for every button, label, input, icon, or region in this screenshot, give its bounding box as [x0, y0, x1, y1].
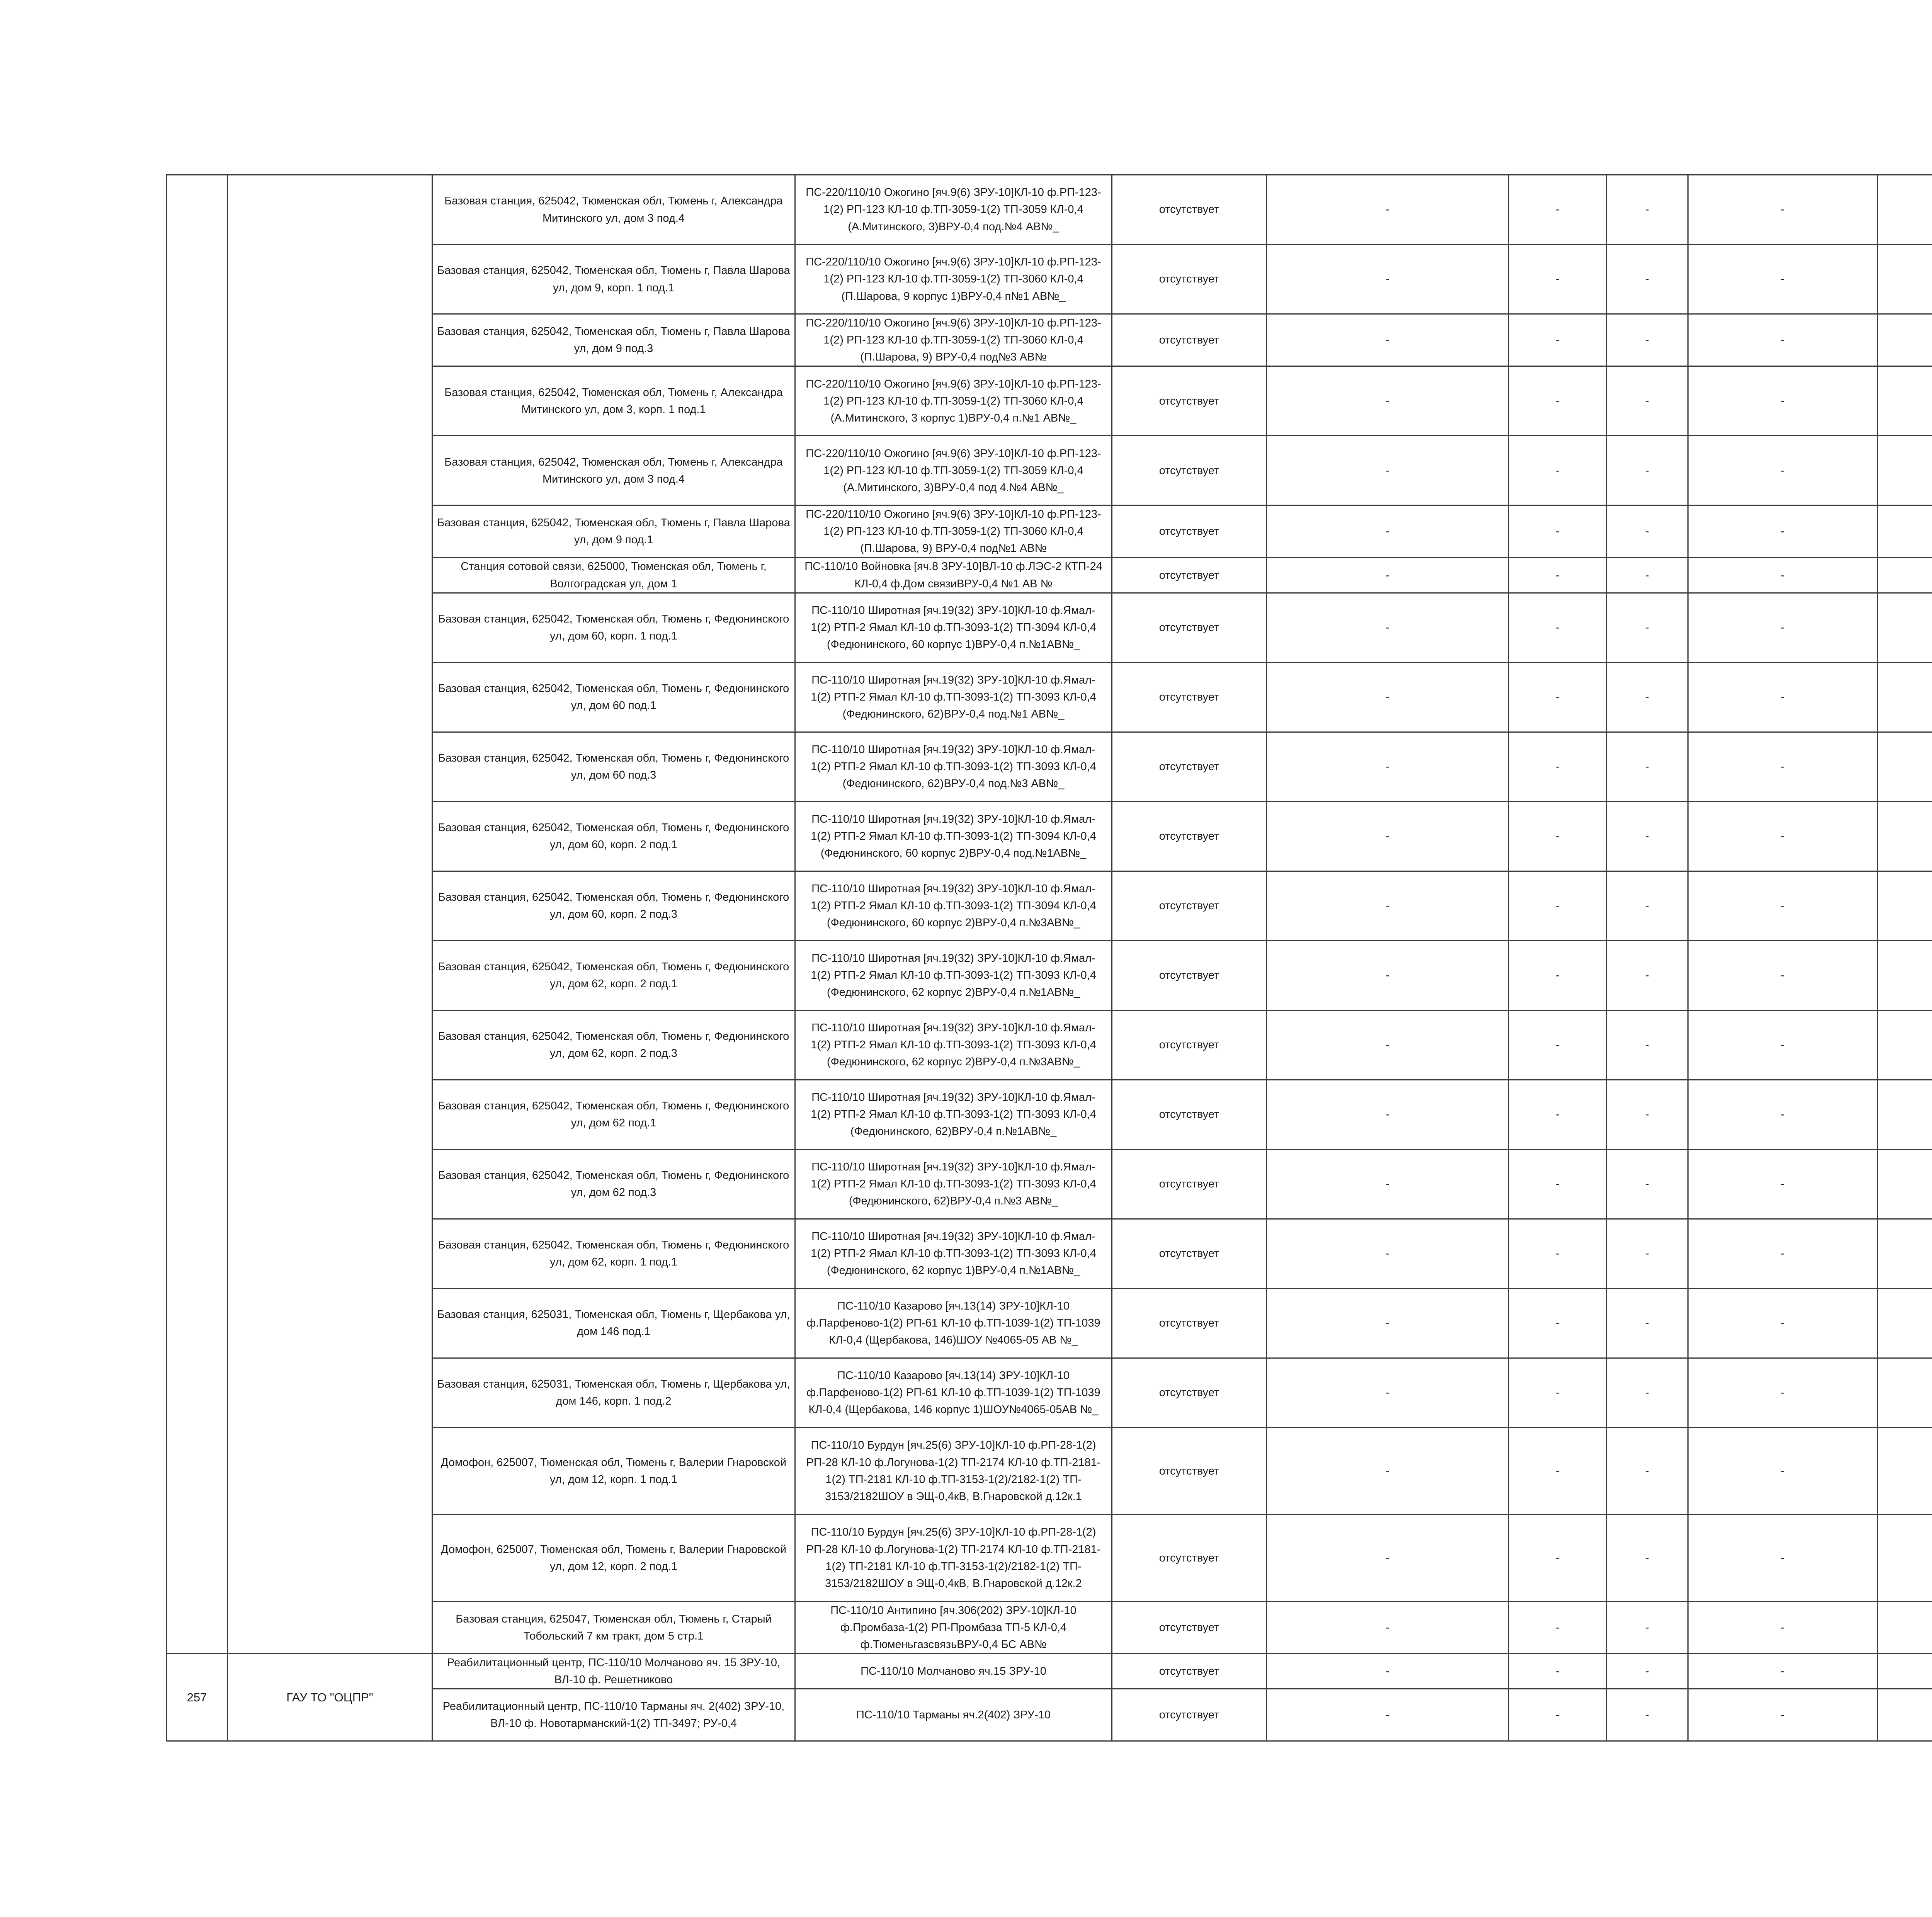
object-cell: Базовая станция, 625042, Тюменская обл, Тюмень г, Федюнинского ул, дом 62, корп. 2 под.3 — [432, 1010, 795, 1080]
value-cell — [1878, 941, 1932, 1010]
object-cell: Базовая станция, 625042, Тюменская обл, Тюмень г, Федюнинского ул, дом 62, корп. 2 под.1 — [432, 941, 795, 1010]
value-cell — [1878, 593, 1932, 662]
value-cell: - — [1509, 1149, 1607, 1219]
value-cell: - — [1267, 662, 1509, 732]
number-cell-continued — [167, 175, 228, 1654]
value-cell: - — [1688, 1689, 1878, 1741]
value-cell: - — [1607, 871, 1688, 941]
value-cell: - — [1509, 436, 1607, 505]
object-cell: Базовая станция, 625042, Тюменская обл, Тюмень г, Федюнинского ул, дом 62 под.1 — [432, 1080, 795, 1149]
value-cell: - — [1688, 941, 1878, 1010]
value-cell: - — [1688, 1010, 1878, 1080]
object-cell: Базовая станция, 625031, Тюменская обл, Тюмень г, Щербакова ул, дом 146 под.1 — [432, 1288, 795, 1358]
status-cell: отсутствует — [1112, 436, 1267, 505]
value-cell: - — [1607, 1219, 1688, 1288]
value-cell — [1878, 1219, 1932, 1288]
value-cell — [1878, 436, 1932, 505]
value-cell: - — [1267, 1219, 1509, 1288]
value-cell: - — [1607, 1689, 1688, 1741]
status-cell: отсутствует — [1112, 1653, 1267, 1689]
value-cell: - — [1607, 732, 1688, 801]
power-source-cell: ПС-110/10 Бурдун [яч.25(6) ЗРУ-10]КЛ-10 ф.РП-28-1(2) РП-28 КЛ-10 ф.Логунова-1(2) ТП-2174 КЛ-10 ф.ТП-2181- 1(2) ТП-2181 КЛ-10 ф.ТП-3153-1(2)/2182-1(2) ТП- 3153/2182ШОУ в ЭЩ-0,4кВ, В.Гнаровской д.12к.2 — [795, 1514, 1112, 1601]
value-cell: - — [1607, 1080, 1688, 1149]
status-cell: отсутствует — [1112, 366, 1267, 436]
object-cell: Домофон, 625007, Тюменская обл, Тюмень г, Валерии Гнаровской ул, дом 12, корп. 1 под.1 — [432, 1427, 795, 1514]
value-cell: - — [1509, 1288, 1607, 1358]
status-cell: отсутствует — [1112, 732, 1267, 801]
value-cell — [1878, 1689, 1932, 1741]
object-cell: Домофон, 625007, Тюменская обл, Тюмень г, Валерии Гнаровской ул, дом 12, корп. 2 под.1 — [432, 1514, 795, 1601]
value-cell: - — [1509, 558, 1607, 593]
value-cell: - — [1607, 314, 1688, 366]
value-cell: - — [1509, 366, 1607, 436]
status-cell: отсутствует — [1112, 175, 1267, 245]
organization-cell-continued — [228, 175, 432, 1654]
value-cell — [1878, 1358, 1932, 1427]
value-cell: - — [1607, 366, 1688, 436]
power-source-cell: ПС-110/10 Широтная [яч.19(32) ЗРУ-10]КЛ-10 ф.Ямал- 1(2) РТП-2 Ямал КЛ-10 ф.ТП-3093-1(2) ТП-3094 КЛ-0,4 (Федюнинского, 60 корпус 2)ВРУ-0,4 п.№3АВ№_ — [795, 871, 1112, 941]
data-table — [166, 174, 1932, 1742]
value-cell: - — [1688, 732, 1878, 801]
object-cell: Базовая станция, 625042, Тюменская обл, Тюмень г, Федюнинского ул, дом 60, корп. 2 под.3 — [432, 871, 795, 941]
value-cell: - — [1509, 505, 1607, 558]
object-cell: Базовая станция, 625042, Тюменская обл, Тюмень г, Александра Митинского ул, дом 3 под.4 — [432, 175, 795, 245]
object-cell: Базовая станция, 625042, Тюменская обл, Тюмень г, Федюнинского ул, дом 62 под.3 — [432, 1149, 795, 1219]
value-cell — [1878, 1288, 1932, 1358]
value-cell: - — [1267, 941, 1509, 1010]
value-cell: - — [1607, 245, 1688, 314]
value-cell — [1878, 801, 1932, 871]
value-cell: - — [1607, 505, 1688, 558]
status-cell: отсутствует — [1112, 1601, 1267, 1653]
object-cell: Базовая станция, 625042, Тюменская обл, Тюмень г, Федюнинского ул, дом 60, корп. 1 под.1 — [432, 593, 795, 662]
value-cell: - — [1267, 1427, 1509, 1514]
power-source-cell: ПС-110/10 Широтная [яч.19(32) ЗРУ-10]КЛ-10 ф.Ямал- 1(2) РТП-2 Ямал КЛ-10 ф.ТП-3093-1(2) ТП-3094 КЛ-0,4 (Федюнинского, 60 корпус 2)ВРУ-0,4 под.№1АВ№_ — [795, 801, 1112, 871]
table-row — [167, 175, 1932, 245]
power-source-cell: ПС-110/10 Широтная [яч.19(32) ЗРУ-10]КЛ-10 ф.Ямал- 1(2) РТП-2 Ямал КЛ-10 ф.ТП-3093-1(2) ТП-3093 КЛ-0,4 (Федюнинского, 62)ВРУ-0,4 под.№1 АВ№_ — [795, 662, 1112, 732]
value-cell — [1878, 871, 1932, 941]
value-cell: - — [1509, 1427, 1607, 1514]
value-cell: - — [1688, 1288, 1878, 1358]
value-cell: - — [1267, 314, 1509, 366]
value-cell: - — [1688, 366, 1878, 436]
object-cell: Станция сотовой связи, 625000, Тюменская обл, Тюмень г, Волгоградская ул, дом 1 — [432, 558, 795, 593]
object-cell: Базовая станция, 625042, Тюменская обл, Тюмень г, Федюнинского ул, дом 60 под.1 — [432, 662, 795, 732]
value-cell: - — [1267, 1149, 1509, 1219]
status-cell: отсутствует — [1112, 1219, 1267, 1288]
value-cell: - — [1509, 1653, 1607, 1689]
value-cell: - — [1688, 1653, 1878, 1689]
value-cell: - — [1509, 1358, 1607, 1427]
value-cell: - — [1267, 175, 1509, 245]
value-cell: - — [1509, 732, 1607, 801]
value-cell: - — [1509, 1010, 1607, 1080]
value-cell: - — [1607, 941, 1688, 1010]
status-cell: отсутствует — [1112, 1427, 1267, 1514]
object-cell: Базовая станция, 625042, Тюменская обл, Тюмень г, Павла Шарова ул, дом 9 под.1 — [432, 505, 795, 558]
table-row — [167, 1653, 1932, 1689]
value-cell: - — [1509, 593, 1607, 662]
value-cell: - — [1267, 732, 1509, 801]
value-cell — [1878, 245, 1932, 314]
object-cell: Базовая станция, 625042, Тюменская обл, Тюмень г, Федюнинского ул, дом 60, корп. 2 под.1 — [432, 801, 795, 871]
value-cell: - — [1267, 1689, 1509, 1741]
value-cell — [1878, 558, 1932, 593]
value-cell: - — [1688, 871, 1878, 941]
power-source-cell: ПС-220/110/10 Ожогино [яч.9(6) ЗРУ-10]КЛ-10 ф.РП-123- 1(2) РП-123 КЛ-10 ф.ТП-3059-1(2) ТП-3059 КЛ-0,4 (А.Митинского, 3)ВРУ-0,4 под.№4 АВ№_ — [795, 175, 1112, 245]
value-cell: - — [1688, 1149, 1878, 1219]
value-cell: - — [1688, 245, 1878, 314]
value-cell: - — [1607, 593, 1688, 662]
value-cell: - — [1509, 175, 1607, 245]
value-cell: - — [1607, 1149, 1688, 1219]
object-cell: Базовая станция, 625042, Тюменская обл, Тюмень г, Павла Шарова ул, дом 9, корп. 1 под.1 — [432, 245, 795, 314]
value-cell: - — [1267, 871, 1509, 941]
power-source-cell: ПС-110/10 Широтная [яч.19(32) ЗРУ-10]КЛ-10 ф.Ямал- 1(2) РТП-2 Ямал КЛ-10 ф.ТП-3093-1(2) ТП-3093 КЛ-0,4 (Федюнинского, 62 корпус 2)ВРУ-0,4 п.№1АВ№_ — [795, 941, 1112, 1010]
value-cell: - — [1267, 593, 1509, 662]
status-cell: отсутствует — [1112, 1149, 1267, 1219]
value-cell: - — [1267, 1653, 1509, 1689]
value-cell: - — [1267, 558, 1509, 593]
value-cell: - — [1607, 1427, 1688, 1514]
number-cell: 257 — [167, 1653, 228, 1741]
object-cell: Базовая станция, 625042, Тюменская обл, Тюмень г, Александра Митинского ул, дом 3 под.4 — [432, 436, 795, 505]
value-cell: - — [1607, 1358, 1688, 1427]
power-source-cell: ПС-110/10 Широтная [яч.19(32) ЗРУ-10]КЛ-10 ф.Ямал- 1(2) РТП-2 Ямал КЛ-10 ф.ТП-3093-1(2) ТП-3093 КЛ-0,4 (Федюнинского, 62)ВРУ-0,4 п.№1АВ№_ — [795, 1080, 1112, 1149]
value-cell: - — [1267, 1601, 1509, 1653]
object-cell: Реабилитационный центр, ПС-110/10 Тарманы яч. 2(402) ЗРУ-10, ВЛ-10 ф. Новотарманский-1(2) ТП-3497; РУ-0,4 — [432, 1689, 795, 1741]
value-cell: - — [1267, 801, 1509, 871]
value-cell: - — [1509, 314, 1607, 366]
status-cell: отсутствует — [1112, 505, 1267, 558]
object-cell: Базовая станция, 625042, Тюменская обл, Тюмень г, Федюнинского ул, дом 62, корп. 1 под.1 — [432, 1219, 795, 1288]
value-cell: - — [1267, 245, 1509, 314]
value-cell: - — [1688, 801, 1878, 871]
value-cell: - — [1688, 505, 1878, 558]
value-cell: - — [1688, 1514, 1878, 1601]
power-source-cell: ПС-110/10 Казарово [яч.13(14) ЗРУ-10]КЛ-10 ф.Парфеново-1(2) РП-61 КЛ-10 ф.ТП-1039-1(2) ТП-1039 КЛ-0,4 (Щербакова, 146 корпус 1)ШОУ№4065-05АВ №_ — [795, 1358, 1112, 1427]
value-cell: - — [1509, 941, 1607, 1010]
value-cell: - — [1509, 1514, 1607, 1601]
value-cell — [1878, 1149, 1932, 1219]
status-cell: отсутствует — [1112, 1689, 1267, 1741]
value-cell: - — [1688, 662, 1878, 732]
value-cell — [1878, 505, 1932, 558]
value-cell — [1878, 1080, 1932, 1149]
value-cell: - — [1688, 593, 1878, 662]
object-cell: Базовая станция, 625042, Тюменская обл, Тюмень г, Федюнинского ул, дом 60 под.3 — [432, 732, 795, 801]
value-cell: - — [1688, 1427, 1878, 1514]
value-cell: - — [1509, 1219, 1607, 1288]
value-cell: - — [1688, 1358, 1878, 1427]
value-cell: - — [1607, 175, 1688, 245]
value-cell: - — [1607, 558, 1688, 593]
value-cell: - — [1267, 366, 1509, 436]
power-source-cell: ПС-110/10 Тарманы яч.2(402) ЗРУ-10 — [795, 1689, 1112, 1741]
value-cell — [1878, 1601, 1932, 1653]
value-cell: - — [1267, 1010, 1509, 1080]
value-cell: - — [1688, 1080, 1878, 1149]
power-source-cell: ПС-110/10 Широтная [яч.19(32) ЗРУ-10]КЛ-10 ф.Ямал- 1(2) РТП-2 Ямал КЛ-10 ф.ТП-3093-1(2) ТП-3093 КЛ-0,4 (Федюнинского, 62)ВРУ-0,4 под.№3 АВ№_ — [795, 732, 1112, 801]
power-source-cell: ПС-110/10 Молчаново яч.15 ЗРУ-10 — [795, 1653, 1112, 1689]
value-cell: - — [1267, 505, 1509, 558]
power-source-cell: ПС-110/10 Антипино [яч.306(202) ЗРУ-10]КЛ-10 ф.Промбаза-1(2) РП-Промбаза ТП-5 КЛ-0,4 ф.ТюменьгазсвязьВРУ-0,4 БС АВ№ — [795, 1601, 1112, 1653]
value-cell: - — [1688, 314, 1878, 366]
value-cell: - — [1607, 801, 1688, 871]
value-cell: - — [1688, 436, 1878, 505]
object-cell: Базовая станция, 625047, Тюменская обл, Тюмень г, Старый Тобольский 7 км тракт, дом 5 стр.1 — [432, 1601, 795, 1653]
power-source-cell: ПС-220/110/10 Ожогино [яч.9(6) ЗРУ-10]КЛ-10 ф.РП-123- 1(2) РП-123 КЛ-10 ф.ТП-3059-1(2) ТП-3060 КЛ-0,4 (А.Митинского, 3 корпус 1)ВРУ-0,4 п.№1 АВ№_ — [795, 366, 1112, 436]
value-cell: - — [1607, 1653, 1688, 1689]
value-cell: - — [1509, 1080, 1607, 1149]
power-source-cell: ПС-220/110/10 Ожогино [яч.9(6) ЗРУ-10]КЛ-10 ф.РП-123- 1(2) РП-123 КЛ-10 ф.ТП-3059-1(2) ТП-3059 КЛ-0,4 (А.Митинского, 3)ВРУ-0,4 под 4.№4 АВ№_ — [795, 436, 1112, 505]
value-cell: - — [1267, 436, 1509, 505]
value-cell — [1878, 1653, 1932, 1689]
value-cell: - — [1607, 1010, 1688, 1080]
power-source-cell: ПС-110/10 Широтная [яч.19(32) ЗРУ-10]КЛ-10 ф.Ямал- 1(2) РТП-2 Ямал КЛ-10 ф.ТП-3093-1(2) ТП-3093 КЛ-0,4 (Федюнинского, 62 корпус 2)ВРУ-0,4 п.№3АВ№_ — [795, 1010, 1112, 1080]
status-cell: отсутствует — [1112, 1514, 1267, 1601]
status-cell: отсутствует — [1112, 558, 1267, 593]
object-cell: Базовая станция, 625042, Тюменская обл, Тюмень г, Павла Шарова ул, дом 9 под.3 — [432, 314, 795, 366]
power-source-cell: ПС-110/10 Широтная [яч.19(32) ЗРУ-10]КЛ-10 ф.Ямал- 1(2) РТП-2 Ямал КЛ-10 ф.ТП-3093-1(2) ТП-3093 КЛ-0,4 (Федюнинского, 62)ВРУ-0,4 п.№3 АВ№_ — [795, 1149, 1112, 1219]
value-cell: - — [1607, 662, 1688, 732]
value-cell — [1878, 314, 1932, 366]
value-cell — [1878, 1427, 1932, 1514]
status-cell: отсутствует — [1112, 801, 1267, 871]
status-cell: отсутствует — [1112, 941, 1267, 1010]
power-source-cell: ПС-220/110/10 Ожогино [яч.9(6) ЗРУ-10]КЛ-10 ф.РП-123- 1(2) РП-123 КЛ-10 ф.ТП-3059-1(2) ТП-3060 КЛ-0,4 (П.Шарова, 9 корпус 1)ВРУ-0,4 п№1 АВ№_ — [795, 245, 1112, 314]
status-cell: отсутствует — [1112, 1010, 1267, 1080]
power-source-cell: ПС-110/10 Казарово [яч.13(14) ЗРУ-10]КЛ-10 ф.Парфеново-1(2) РП-61 КЛ-10 ф.ТП-1039-1(2) ТП-1039 КЛ-0,4 (Щербакова, 146)ШОУ №4065-05 АВ №_ — [795, 1288, 1112, 1358]
power-source-cell: ПС-110/10 Войновка [яч.8 ЗРУ-10]ВЛ-10 ф.ЛЭС-2 КТП-24 КЛ-0,4 ф.Дом связиВРУ-0,4 №1 АВ № — [795, 558, 1112, 593]
value-cell: - — [1607, 1288, 1688, 1358]
status-cell: отсутствует — [1112, 245, 1267, 314]
value-cell: - — [1688, 1219, 1878, 1288]
status-cell: отсутствует — [1112, 871, 1267, 941]
value-cell: - — [1267, 1514, 1509, 1601]
value-cell: - — [1607, 436, 1688, 505]
value-cell: - — [1509, 245, 1607, 314]
object-cell: Базовая станция, 625031, Тюменская обл, Тюмень г, Щербакова ул, дом 146, корп. 1 под.2 — [432, 1358, 795, 1427]
value-cell — [1878, 1514, 1932, 1601]
value-cell — [1878, 175, 1932, 245]
value-cell: - — [1267, 1080, 1509, 1149]
value-cell: - — [1509, 1601, 1607, 1653]
organization-cell: ГАУ ТО "ОЦПР" — [228, 1653, 432, 1741]
value-cell: - — [1267, 1288, 1509, 1358]
status-cell: отсутствует — [1112, 1288, 1267, 1358]
value-cell: - — [1688, 558, 1878, 593]
value-cell: - — [1267, 1358, 1509, 1427]
value-cell — [1878, 1010, 1932, 1080]
power-source-cell: ПС-110/10 Бурдун [яч.25(6) ЗРУ-10]КЛ-10 ф.РП-28-1(2) РП-28 КЛ-10 ф.Логунова-1(2) ТП-2174 КЛ-10 ф.ТП-2181- 1(2) ТП-2181 КЛ-10 ф.ТП-3153-1(2)/2182-1(2) ТП- 3153/2182ШОУ в ЭЩ-0,4кВ, В.Гнаровской д.12к.1 — [795, 1427, 1112, 1514]
value-cell: - — [1607, 1514, 1688, 1601]
value-cell: - — [1688, 1601, 1878, 1653]
status-cell: отсутствует — [1112, 662, 1267, 732]
value-cell — [1878, 366, 1932, 436]
value-cell: - — [1509, 1689, 1607, 1741]
value-cell: - — [1509, 871, 1607, 941]
value-cell — [1878, 732, 1932, 801]
power-source-cell: ПС-220/110/10 Ожогино [яч.9(6) ЗРУ-10]КЛ-10 ф.РП-123- 1(2) РП-123 КЛ-10 ф.ТП-3059-1(2) ТП-3060 КЛ-0,4 (П.Шарова, 9) ВРУ-0,4 под№3 АВ№ — [795, 314, 1112, 366]
status-cell: отсутствует — [1112, 314, 1267, 366]
value-cell: - — [1509, 662, 1607, 732]
power-source-cell: ПС-220/110/10 Ожогино [яч.9(6) ЗРУ-10]КЛ-10 ф.РП-123- 1(2) РП-123 КЛ-10 ф.ТП-3059-1(2) ТП-3060 КЛ-0,4 (П.Шарова, 9) ВРУ-0,4 под№1 АВ№ — [795, 505, 1112, 558]
status-cell: отсутствует — [1112, 1080, 1267, 1149]
power-source-cell: ПС-110/10 Широтная [яч.19(32) ЗРУ-10]КЛ-10 ф.Ямал- 1(2) РТП-2 Ямал КЛ-10 ф.ТП-3093-1(2) ТП-3094 КЛ-0,4 (Федюнинского, 60 корпус 1)ВРУ-0,4 п.№1АВ№_ — [795, 593, 1112, 662]
value-cell: - — [1607, 1601, 1688, 1653]
status-cell: отсутствует — [1112, 1358, 1267, 1427]
object-cell: Базовая станция, 625042, Тюменская обл, Тюмень г, Александра Митинского ул, дом 3, корп. 1 под.1 — [432, 366, 795, 436]
object-cell: Реабилитационный центр, ПС-110/10 Молчаново яч. 15 ЗРУ-10, ВЛ-10 ф. Решетниково — [432, 1653, 795, 1689]
value-cell — [1878, 662, 1932, 732]
value-cell: - — [1688, 175, 1878, 245]
value-cell: - — [1509, 801, 1607, 871]
power-source-cell: ПС-110/10 Широтная [яч.19(32) ЗРУ-10]КЛ-10 ф.Ямал- 1(2) РТП-2 Ямал КЛ-10 ф.ТП-3093-1(2) ТП-3093 КЛ-0,4 (Федюнинского, 62 корпус 1)ВРУ-0,4 п.№1АВ№_ — [795, 1219, 1112, 1288]
status-cell: отсутствует — [1112, 593, 1267, 662]
